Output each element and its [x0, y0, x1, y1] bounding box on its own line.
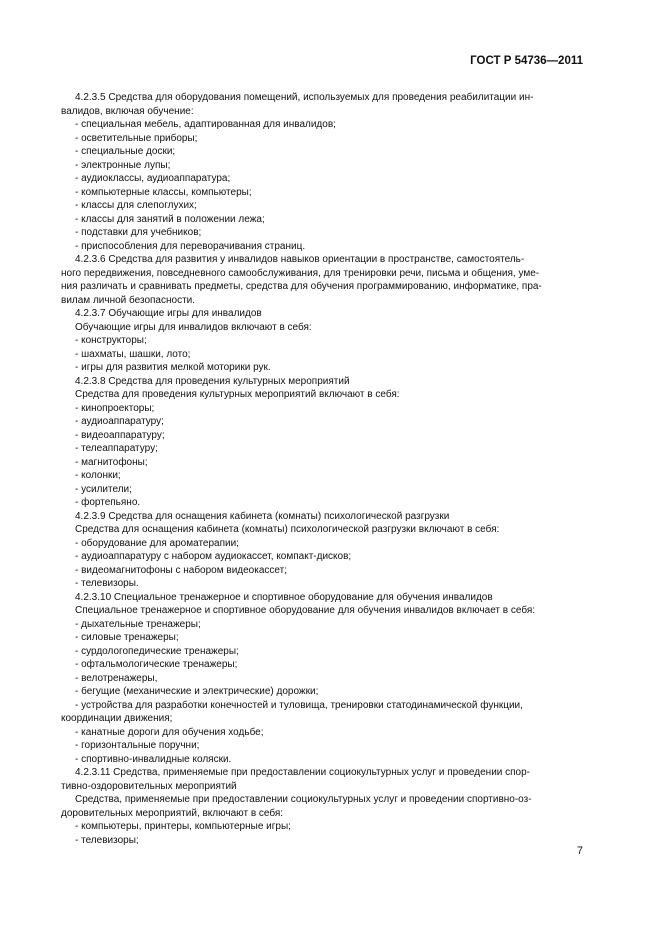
text-line: - устройства для разработки конечностей и туловища, тренировки статодинамической функции,: [75, 699, 523, 711]
text-line: - классы для слепоглухих;: [75, 200, 197, 211]
text-line: - осветительные приборы;: [75, 132, 198, 144]
text-line: - кинопроекторы;: [75, 402, 155, 414]
text-line: - аудиоаппаратуру с набором аудиокассет, компакт-дисков;: [75, 551, 352, 562]
text-line: - видеомагнитофоны с набором видеокассет;: [75, 564, 287, 576]
text-line: - компьютеры, принтеры, компьютерные игры;: [75, 821, 291, 832]
text-line: - колонки;: [75, 470, 121, 481]
text-line: - приспособления для переворачивания страниц.: [75, 240, 306, 252]
text-line: - велотренажеры,: [75, 672, 158, 684]
text-line: - фортепьяно.: [75, 497, 141, 508]
text-line: - шахматы, шашки, лото;: [75, 348, 191, 360]
text-line: - подставки для учебников;: [75, 227, 202, 238]
text-line: доровительных мероприятий, включают в себя:: [61, 807, 284, 819]
text-line: 4.2.3.7 Обучающие игры для инвалидов: [75, 308, 262, 319]
text-line: - магнитофоны;: [75, 456, 148, 468]
text-line: - специальные доски;: [75, 146, 176, 157]
document-body: [61, 91, 585, 847]
text-line: 4.2.3.10 Специальное тренажерное и спортивное оборудование для обучения инвалидов: [75, 591, 493, 603]
text-line: 4.2.3.8 Средства для проведения культурных мероприятий: [75, 375, 350, 387]
text-line: 4.2.3.5 Средства для оборудования помещений, используемых для проведения реабилитации ин-: [75, 92, 534, 103]
text-line: - телевизоры;: [75, 834, 139, 846]
text-line: координации движения;: [61, 713, 173, 724]
text-line: - конструкторы;: [75, 335, 147, 346]
document-code-header: ГОСТ Р 54736—2011: [470, 55, 583, 67]
text-line: Обучающие игры для инвалидов включают в себя:: [75, 321, 312, 333]
text-line: - спортивно-инвалидные коляски.: [75, 753, 232, 765]
text-line: - аудиоклассы, аудиоаппаратура;: [75, 173, 231, 184]
text-line: - специальная мебель, адаптированная для инвалидов;: [75, 119, 336, 130]
text-line: ного передвижения, повседневного самообслуживания, для тренировки речи, письма и общения, уме-: [61, 267, 540, 279]
text-line: - горизонтальные поручни;: [75, 740, 200, 751]
text-line: 4.2.3.9 Средства для оснащения кабинета (комнаты) психологической разгрузки: [75, 510, 450, 522]
text-line: 4.2.3.6 Средства для развития у инвалидов навыков ориентации в пространстве, самостоятель-: [75, 254, 525, 265]
text-line: - бегущие (механические и электрические) дорожки;: [75, 686, 319, 697]
text-line: валидов, включая обучение:: [61, 105, 194, 117]
text-line: - сурдологопедические тренажеры;: [75, 645, 239, 657]
text-line: тивно-оздоровительных мероприятий: [61, 780, 237, 792]
text-line: - игры для развития мелкой моторики рук.: [75, 362, 271, 373]
text-line: - аудиоаппаратуру;: [75, 416, 164, 427]
text-line: - телеаппаратуру;: [75, 443, 158, 454]
text-line: вилам личной безопасности.: [61, 294, 196, 306]
text-line: - классы для занятий в положении лежа;: [75, 213, 265, 225]
text-line: - офтальмологические тренажеры;: [75, 659, 238, 670]
page-number: 7: [576, 845, 583, 857]
text-line: - электронные лупы;: [75, 159, 171, 171]
text-line: Средства для проведения культурных мероприятий включают в себя:: [75, 389, 400, 400]
text-line: - видеоаппаратуру;: [75, 429, 165, 441]
text-line: Средства для оснащения кабинета (комнаты) психологической разгрузки включают в себя:: [75, 524, 500, 535]
text-line: Средства, применяемые при предоставлении социокультурных услуг и проведении спортивно-оз-: [75, 794, 532, 805]
text-line: - силовые тренажеры;: [75, 632, 179, 643]
text-line: - канатные дороги для обучения ходьбе;: [75, 726, 264, 738]
text-line: Специальное тренажерное и спортивное оборудование для обучения инвалидов включает в себя:: [75, 605, 536, 616]
text-line: - оборудование для ароматерапии;: [75, 537, 239, 549]
text-line: - дыхательные тренажеры;: [75, 618, 201, 630]
text-line: - усилители;: [75, 483, 132, 495]
text-line: - телевизоры.: [75, 578, 139, 589]
text-line: 4.2.3.11 Средства, применяемые при предоставлении социокультурных услуг и проведении спор-: [75, 767, 531, 778]
text-line: - компьютерные классы, компьютеры;: [75, 186, 252, 198]
text-line: ния различать и сравнивать предметы, средства для обучения программированию, информатике, пра-: [61, 281, 542, 292]
